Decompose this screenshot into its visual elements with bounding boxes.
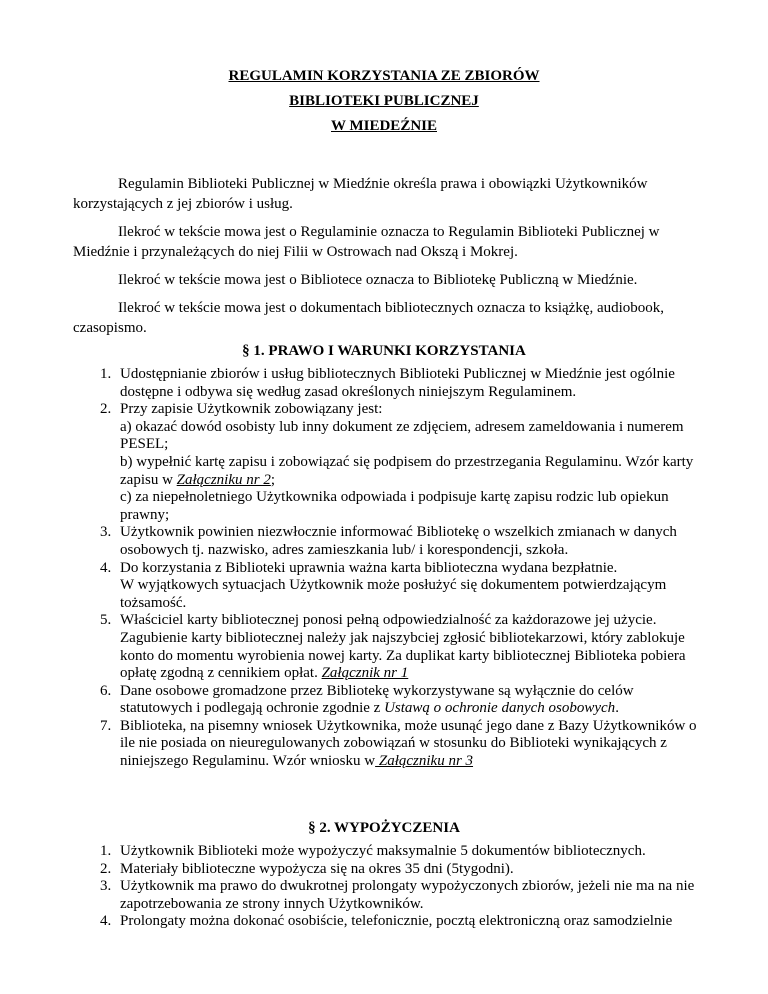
attachment-2-link[interactable]: Załączniku nr 2 <box>176 471 271 488</box>
list-item: 4. Prolongaty można dokonać osobiście, telefonicznie, pocztą elektroniczną oraz samodzielnie <box>100 913 673 930</box>
law-reference: Ustawą o ochronie danych osobowych <box>384 700 616 717</box>
title-line-3: W MIEDEŹNIE <box>331 118 437 134</box>
document-title <box>0 64 768 139</box>
list-item: 4. Do korzystania z Biblioteki uprawnia ważna karta biblioteczna wydana bezpłatnie. W wyjątkowych sytuacjach Użytkownik może posłużyć się dokumentem potwierdzającym tożsamość. <box>100 559 667 611</box>
attachment-1-link[interactable]: Załącznik nr 1 <box>321 665 409 682</box>
intro-paragraph: Ilekroć w tekście mowa jest o dokumentach bibliotecznych oznacza to książkę, audiobook, czasopismo. <box>73 300 665 336</box>
section-2-heading: § 2. WYPOŻYCZENIA <box>308 820 460 836</box>
list-item: 2. Przy zapisie Użytkownik zobowiązany jest: a) okazać dowód osobisty lub inny dokument ze zdjęciem, adresem zameldowania i numerem PESEL; b) wypełnić kartę zapisu i zobowiązać się podpisem do przestrzegania Regulaminu. Wzór karty zapisu w Załączniku nr 2; c) za niepełnoletniego Użytkownika odpowiada i podpisuje kartę zapisu rodzic lub opiekun prawny; <box>100 401 694 523</box>
intro-paragraph: Ilekroć w tekście mowa jest o Bibliotece oznacza to Bibliotekę Publiczną w Miedźnie. <box>118 272 638 288</box>
section-2-list <box>73 843 698 931</box>
section-1-list <box>73 366 698 771</box>
intro-paragraph: Regulamin Biblioteki Publicznej w Miedźnie określa prawa i obowiązki Użytkowników korzystających z jej zbiorów i usług. <box>73 176 648 212</box>
list-item: 3. Użytkownik powinien niezwłocznie informować Bibliotekę o wszelkich zmianach w danych osobowych tj. nazwisko, adres zamieszkania lub/ i korespondencji, szkoła. <box>100 524 677 558</box>
title-line-2: BIBLIOTEKI PUBLICZNEJ <box>289 93 479 109</box>
list-item: 3. Użytkownik ma prawo do dwukrotnej prolongaty wypożyczonych zbiorów, jeżeli nie ma na nie zapotrzebowania ze strony innych Użytkowników. <box>100 878 695 912</box>
list-item: 5. Właściciel karty bibliotecznej ponosi pełną odpowiedzialność za każdorazowe jej użycie. Zagubienie karty bibliotecznej należy jak najszybciej zgłosić bibliotekarzowi, który zablokuje konto do momentu wyrobienia nowej karty. Za duplikat karty bibliotecznej Biblioteka pobiera opłatę zgodną z cennikiem opłat. Załącznik nr 1 <box>100 612 686 682</box>
intro-section <box>73 174 698 346</box>
list-item: 1. Użytkownik Biblioteki może wypożyczyć maksymalnie 5 dokumentów bibliotecznych. <box>100 843 646 859</box>
section-1-heading: § 1. PRAWO I WARUNKI KORZYSTANIA <box>242 343 526 359</box>
attachment-3-link[interactable]: Załączniku nr 3 <box>375 753 474 770</box>
intro-paragraph: Ilekroć w tekście mowa jest o Regulaminie oznacza to Regulamin Biblioteki Publicznej w Miedźnie i przynależących do niej Filii w Ostrowach nad Okszą i Mokrej. <box>73 224 660 260</box>
title-line-1: REGULAMIN KORZYSTANIA ZE ZBIORÓW <box>228 68 540 84</box>
list-item: 6. Dane osobowe gromadzone przez Bibliotekę wykorzystywane są wyłącznie do celów statutowych i podlegają ochronie zgodnie z Ustawą o ochronie danych osobowych. <box>100 682 634 717</box>
list-item: 7. Biblioteka, na pisemny wniosek Użytkownika, może usunąć jego dane z Bazy Użytkowników o ile nie posiada on nieuregulowanych zobowiązań w stosunku do Biblioteki wynikających z niniejszego Regulaminu. Wzór wniosku w Załączniku nr 3 <box>100 717 697 770</box>
list-item: 1. Udostępnianie zbiorów i usług bibliotecznych Biblioteki Publicznej w Miedźnie jest ogólnie dostępne i odbywa się według zasad określonych niniejszym Regulaminem. <box>100 366 675 400</box>
list-item: 2. Materiały biblioteczne wypożycza się na okres 35 dni (5tygodni). <box>100 860 514 877</box>
